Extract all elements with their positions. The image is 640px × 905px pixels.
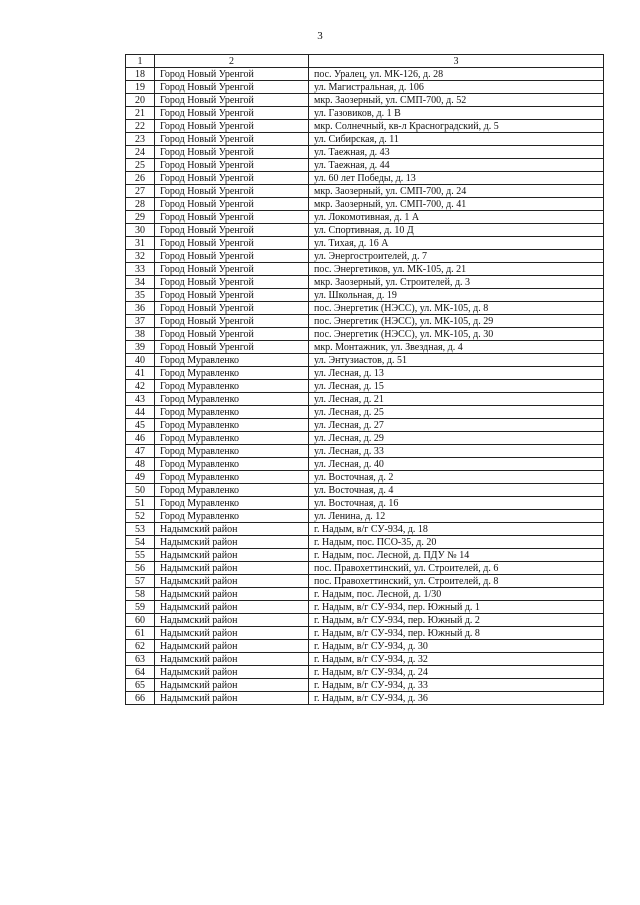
table-row bbox=[126, 94, 604, 107]
column-header-number: 1 bbox=[126, 55, 155, 68]
row-number-cell: 28 bbox=[126, 198, 155, 211]
row-number-cell: 55 bbox=[126, 549, 155, 562]
row-number-cell: 60 bbox=[126, 614, 155, 627]
table-row bbox=[126, 536, 604, 549]
municipality-cell: Город Муравленко bbox=[155, 393, 309, 406]
table-row bbox=[126, 380, 604, 393]
address-cell: ул. Энтузиастов, д. 51 bbox=[309, 354, 604, 367]
row-number-cell: 49 bbox=[126, 471, 155, 484]
municipality-cell: Город Муравленко bbox=[155, 484, 309, 497]
row-number-cell: 53 bbox=[126, 523, 155, 536]
municipality-cell: Надымский район bbox=[155, 588, 309, 601]
address-cell: ул. Лесная, д. 21 bbox=[309, 393, 604, 406]
municipality-cell: Город Новый Уренгой bbox=[155, 289, 309, 302]
row-number-cell: 19 bbox=[126, 81, 155, 94]
row-number-cell: 18 bbox=[126, 68, 155, 81]
address-cell: пос. Правохеттинский, ул. Строителей, д. 6 bbox=[309, 562, 604, 575]
address-cell: ул. Восточная, д. 4 bbox=[309, 484, 604, 497]
municipality-cell: Надымский район bbox=[155, 601, 309, 614]
municipality-cell: Город Муравленко bbox=[155, 445, 309, 458]
address-cell: ул. Сибирская, д. 11 bbox=[309, 133, 604, 146]
table-row bbox=[126, 562, 604, 575]
column-header-address: 3 bbox=[309, 55, 604, 68]
municipality-cell: Город Новый Уренгой bbox=[155, 276, 309, 289]
municipality-cell: Город Новый Уренгой bbox=[155, 263, 309, 276]
municipality-cell: Надымский район bbox=[155, 523, 309, 536]
address-cell: ул. Восточная, д. 16 bbox=[309, 497, 604, 510]
table-row bbox=[126, 211, 604, 224]
row-number-cell: 57 bbox=[126, 575, 155, 588]
row-number-cell: 66 bbox=[126, 692, 155, 705]
table-row bbox=[126, 159, 604, 172]
municipality-cell: Город Новый Уренгой bbox=[155, 302, 309, 315]
table-row bbox=[126, 68, 604, 81]
table-row bbox=[126, 406, 604, 419]
municipality-cell: Город Муравленко bbox=[155, 354, 309, 367]
table-row bbox=[126, 588, 604, 601]
address-cell: г. Надым, в/г СУ-934, д. 33 bbox=[309, 679, 604, 692]
row-number-cell: 58 bbox=[126, 588, 155, 601]
address-cell: ул. Лесная, д. 15 bbox=[309, 380, 604, 393]
row-number-cell: 21 bbox=[126, 107, 155, 120]
table-row bbox=[126, 575, 604, 588]
row-number-cell: 54 bbox=[126, 536, 155, 549]
table-row bbox=[126, 666, 604, 679]
table-row bbox=[126, 692, 604, 705]
table-row bbox=[126, 146, 604, 159]
row-number-cell: 51 bbox=[126, 497, 155, 510]
municipality-cell: Город Муравленко bbox=[155, 406, 309, 419]
municipality-cell: Город Новый Уренгой bbox=[155, 328, 309, 341]
table-row bbox=[126, 237, 604, 250]
row-number-cell: 30 bbox=[126, 224, 155, 237]
municipality-cell: Надымский район bbox=[155, 692, 309, 705]
municipality-cell: Надымский район bbox=[155, 627, 309, 640]
address-cell: ул. Лесная, д. 13 bbox=[309, 367, 604, 380]
row-number-cell: 24 bbox=[126, 146, 155, 159]
address-cell: ул. Магистральная, д. 106 bbox=[309, 81, 604, 94]
table-row bbox=[126, 354, 604, 367]
address-cell: пос. Энергетик (НЭСС), ул. МК-105, д. 30 bbox=[309, 328, 604, 341]
address-cell: ул. Тихая, д. 16 А bbox=[309, 237, 604, 250]
address-cell: г. Надым, в/г СУ-934, пер. Южный д. 2 bbox=[309, 614, 604, 627]
table-row bbox=[126, 185, 604, 198]
table-row bbox=[126, 367, 604, 380]
address-cell: пос. Энергетик (НЭСС), ул. МК-105, д. 29 bbox=[309, 315, 604, 328]
address-cell: ул. Лесная, д. 27 bbox=[309, 419, 604, 432]
row-number-cell: 46 bbox=[126, 432, 155, 445]
municipality-cell: Город Новый Уренгой bbox=[155, 237, 309, 250]
address-cell: ул. Ленина, д. 12 bbox=[309, 510, 604, 523]
municipality-cell: Надымский район bbox=[155, 666, 309, 679]
municipality-cell: Надымский район bbox=[155, 640, 309, 653]
municipality-cell: Надымский район bbox=[155, 562, 309, 575]
table-row bbox=[126, 328, 604, 341]
table-row bbox=[126, 523, 604, 536]
row-number-cell: 47 bbox=[126, 445, 155, 458]
table-row bbox=[126, 224, 604, 237]
address-cell: ул. Локомотивная, д. 1 А bbox=[309, 211, 604, 224]
table-row bbox=[126, 549, 604, 562]
row-number-cell: 27 bbox=[126, 185, 155, 198]
address-cell: ул. Лесная, д. 29 bbox=[309, 432, 604, 445]
row-number-cell: 48 bbox=[126, 458, 155, 471]
municipality-cell: Город Новый Уренгой bbox=[155, 120, 309, 133]
municipality-cell: Город Новый Уренгой bbox=[155, 224, 309, 237]
table-row bbox=[126, 341, 604, 354]
municipality-cell: Город Муравленко bbox=[155, 419, 309, 432]
row-number-cell: 59 bbox=[126, 601, 155, 614]
table-row bbox=[126, 172, 604, 185]
address-cell: ул. 60 лет Победы, д. 13 bbox=[309, 172, 604, 185]
table-row bbox=[126, 107, 604, 120]
address-cell: мкр. Заозерный, ул. СМП-700, д. 24 bbox=[309, 185, 604, 198]
address-cell: г. Надым, в/г СУ-934, д. 24 bbox=[309, 666, 604, 679]
address-cell: ул. Восточная, д. 2 bbox=[309, 471, 604, 484]
address-cell: мкр. Заозерный, ул. СМП-700, д. 52 bbox=[309, 94, 604, 107]
row-number-cell: 31 bbox=[126, 237, 155, 250]
table-row bbox=[126, 81, 604, 94]
address-cell: ул. Таежная, д. 43 bbox=[309, 146, 604, 159]
address-cell: мкр. Солнечный, кв-л Красноградский, д. 5 bbox=[309, 120, 604, 133]
address-table bbox=[125, 54, 604, 705]
address-cell: мкр. Заозерный, ул. СМП-700, д. 41 bbox=[309, 198, 604, 211]
table-row bbox=[126, 263, 604, 276]
address-cell: г. Надым, в/г СУ-934, д. 36 bbox=[309, 692, 604, 705]
row-number-cell: 62 bbox=[126, 640, 155, 653]
row-number-cell: 50 bbox=[126, 484, 155, 497]
municipality-cell: Надымский район bbox=[155, 679, 309, 692]
table-row bbox=[126, 601, 604, 614]
municipality-cell: Город Новый Уренгой bbox=[155, 146, 309, 159]
address-cell: пос. Энергетик (НЭСС), ул. МК-105, д. 8 bbox=[309, 302, 604, 315]
row-number-cell: 23 bbox=[126, 133, 155, 146]
row-number-cell: 29 bbox=[126, 211, 155, 224]
table-row bbox=[126, 445, 604, 458]
address-cell: ул. Энергостроителей, д. 7 bbox=[309, 250, 604, 263]
address-cell: г. Надым, в/г СУ-934, пер. Южный д. 8 bbox=[309, 627, 604, 640]
table-row bbox=[126, 510, 604, 523]
table-row bbox=[126, 276, 604, 289]
table-header bbox=[126, 55, 604, 68]
municipality-cell: Город Новый Уренгой bbox=[155, 159, 309, 172]
row-number-cell: 45 bbox=[126, 419, 155, 432]
table-row bbox=[126, 419, 604, 432]
row-number-cell: 38 bbox=[126, 328, 155, 341]
address-cell: мкр. Заозерный, ул. Строителей, д. 3 bbox=[309, 276, 604, 289]
row-number-cell: 41 bbox=[126, 367, 155, 380]
address-cell: пос. Уралец, ул. МК-126, д. 28 bbox=[309, 68, 604, 81]
municipality-cell: Город Новый Уренгой bbox=[155, 81, 309, 94]
municipality-cell: Город Новый Уренгой bbox=[155, 250, 309, 263]
row-number-cell: 43 bbox=[126, 393, 155, 406]
municipality-cell: Город Новый Уренгой bbox=[155, 315, 309, 328]
municipality-cell: Город Новый Уренгой bbox=[155, 68, 309, 81]
row-number-cell: 56 bbox=[126, 562, 155, 575]
address-cell: г. Надым, пос. ПСО-35, д. 20 bbox=[309, 536, 604, 549]
municipality-cell: Город Муравленко bbox=[155, 367, 309, 380]
address-cell: г. Надым, в/г СУ-934, пер. Южный д. 1 bbox=[309, 601, 604, 614]
row-number-cell: 64 bbox=[126, 666, 155, 679]
address-cell: г. Надым, в/г СУ-934, д. 30 bbox=[309, 640, 604, 653]
row-number-cell: 20 bbox=[126, 94, 155, 107]
table-body bbox=[126, 68, 604, 705]
table-row bbox=[126, 640, 604, 653]
row-number-cell: 34 bbox=[126, 276, 155, 289]
page-number: 3 bbox=[317, 30, 323, 42]
municipality-cell: Город Муравленко bbox=[155, 380, 309, 393]
row-number-cell: 35 bbox=[126, 289, 155, 302]
municipality-cell: Город Муравленко bbox=[155, 510, 309, 523]
address-cell: ул. Школьная, д. 19 bbox=[309, 289, 604, 302]
address-cell: ул. Таежная, д. 44 bbox=[309, 159, 604, 172]
municipality-cell: Город Муравленко bbox=[155, 471, 309, 484]
table-row bbox=[126, 471, 604, 484]
row-number-cell: 25 bbox=[126, 159, 155, 172]
address-cell: ул. Лесная, д. 25 bbox=[309, 406, 604, 419]
address-cell: г. Надым, пос. Лесной, д. 1/30 bbox=[309, 588, 604, 601]
address-cell: мкр. Монтажник, ул. Звездная, д. 4 bbox=[309, 341, 604, 354]
table-row bbox=[126, 614, 604, 627]
table-row bbox=[126, 120, 604, 133]
column-header-municipality: 2 bbox=[155, 55, 309, 68]
municipality-cell: Надымский район bbox=[155, 653, 309, 666]
municipality-cell: Надымский район bbox=[155, 614, 309, 627]
municipality-cell: Город Новый Уренгой bbox=[155, 185, 309, 198]
row-number-cell: 37 bbox=[126, 315, 155, 328]
address-cell: ул. Лесная, д. 33 bbox=[309, 445, 604, 458]
municipality-cell: Город Новый Уренгой bbox=[155, 107, 309, 120]
row-number-cell: 36 bbox=[126, 302, 155, 315]
table-row bbox=[126, 198, 604, 211]
municipality-cell: Надымский район bbox=[155, 575, 309, 588]
municipality-cell: Город Новый Уренгой bbox=[155, 94, 309, 107]
municipality-cell: Город Муравленко bbox=[155, 458, 309, 471]
table-row bbox=[126, 393, 604, 406]
municipality-cell: Надымский район bbox=[155, 549, 309, 562]
table-row bbox=[126, 627, 604, 640]
row-number-cell: 52 bbox=[126, 510, 155, 523]
table-row bbox=[126, 315, 604, 328]
table-row bbox=[126, 458, 604, 471]
table-row bbox=[126, 302, 604, 315]
row-number-cell: 39 bbox=[126, 341, 155, 354]
municipality-cell: Город Новый Уренгой bbox=[155, 198, 309, 211]
table-row bbox=[126, 653, 604, 666]
row-number-cell: 44 bbox=[126, 406, 155, 419]
municipality-cell: Город Муравленко bbox=[155, 432, 309, 445]
row-number-cell: 63 bbox=[126, 653, 155, 666]
table-row bbox=[126, 250, 604, 263]
row-number-cell: 32 bbox=[126, 250, 155, 263]
municipality-cell: Город Новый Уренгой bbox=[155, 133, 309, 146]
municipality-cell: Город Новый Уренгой bbox=[155, 211, 309, 224]
address-cell: г. Надым, в/г СУ-934, д. 32 bbox=[309, 653, 604, 666]
row-number-cell: 42 bbox=[126, 380, 155, 393]
row-number-cell: 40 bbox=[126, 354, 155, 367]
row-number-cell: 61 bbox=[126, 627, 155, 640]
address-cell: ул. Газовиков, д. 1 В bbox=[309, 107, 604, 120]
municipality-cell: Город Новый Уренгой bbox=[155, 172, 309, 185]
table-row bbox=[126, 289, 604, 302]
address-cell: г. Надым, пос. Лесной, д. ПДУ № 14 bbox=[309, 549, 604, 562]
address-cell: г. Надым, в/г СУ-934, д. 18 bbox=[309, 523, 604, 536]
row-number-cell: 65 bbox=[126, 679, 155, 692]
row-number-cell: 33 bbox=[126, 263, 155, 276]
municipality-cell: Город Новый Уренгой bbox=[155, 341, 309, 354]
municipality-cell: Город Муравленко bbox=[155, 497, 309, 510]
table-row bbox=[126, 679, 604, 692]
table-row bbox=[126, 484, 604, 497]
address-cell: ул. Спортивная, д. 10 Д bbox=[309, 224, 604, 237]
table-row bbox=[126, 133, 604, 146]
table-row bbox=[126, 497, 604, 510]
municipality-cell: Надымский район bbox=[155, 536, 309, 549]
address-cell: ул. Лесная, д. 40 bbox=[309, 458, 604, 471]
address-cell: пос. Энергетиков, ул. МК-105, д. 21 bbox=[309, 263, 604, 276]
row-number-cell: 26 bbox=[126, 172, 155, 185]
header-row bbox=[126, 55, 604, 68]
table-row bbox=[126, 432, 604, 445]
row-number-cell: 22 bbox=[126, 120, 155, 133]
address-cell: пос. Правохеттинский, ул. Строителей, д. 8 bbox=[309, 575, 604, 588]
